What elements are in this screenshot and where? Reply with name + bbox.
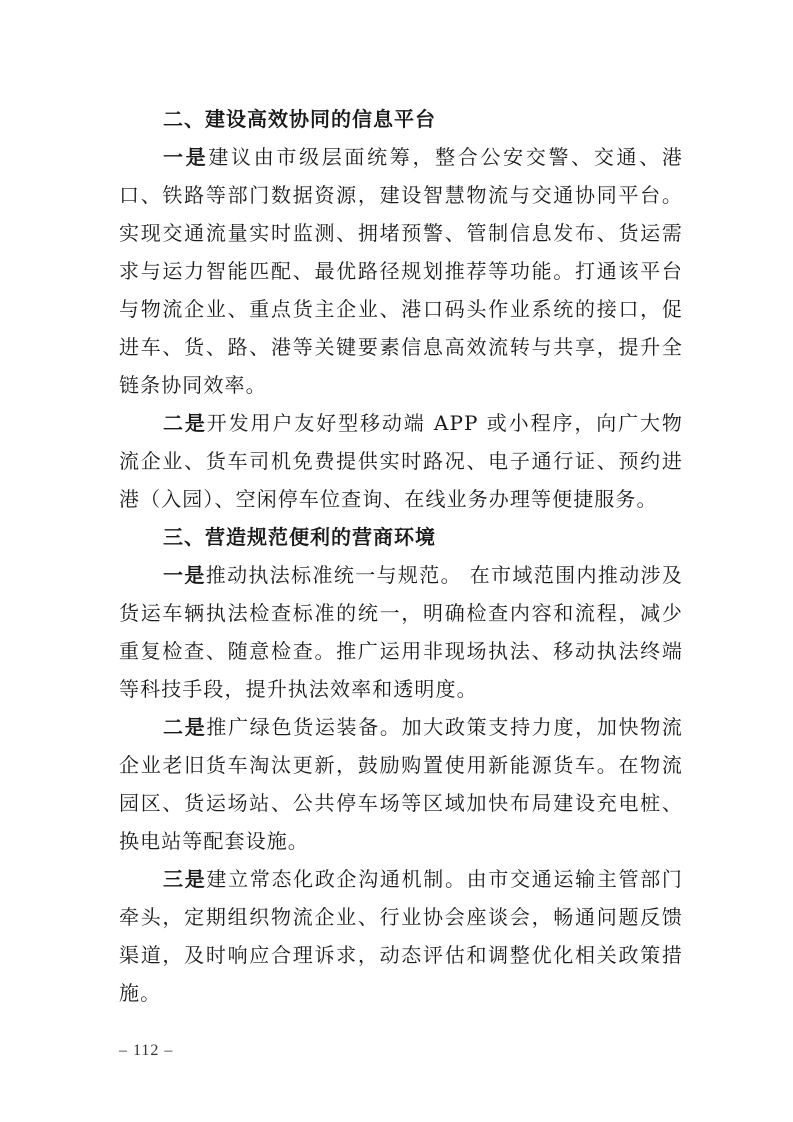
paragraph-text: 推动执法标准统一与规范。 在市域范围内推动涉及货运车辆执法检查标准的统一，明确检查内容和流程，减少重复检查、随意检查。推广运用非现场执法、移动执法终端等科技手段，提升执法效率和透明度。 (119, 563, 683, 701)
paragraph-business-environment-3 (119, 860, 683, 1012)
paragraph-text: 推广绿色货运装备。加大政策支持力度，加快物流企业老旧货车淘汰更新，鼓励购置使用新能源货车。在物流园区、货运场站、公共停车场等区域加快布局建设充电桩、换电站等配套设施。 (119, 715, 684, 853)
page-number: – 112 – (119, 1042, 174, 1059)
paragraph-lead: 二是 (163, 411, 207, 435)
paragraph-info-platform-2 (119, 404, 683, 518)
paragraph-info-platform-1 (119, 138, 683, 404)
paragraph-lead: 一是 (163, 145, 209, 169)
section-heading-info-platform: 二、建设高效协同的信息平台 (163, 107, 436, 131)
document-body (119, 100, 683, 1012)
paragraph-text: 建议由市级层面统筹，整合公安交警、交通、港口、铁路等部门数据资源，建设智慧物流与交通协同平台。实现交通流量实时监测、拥堵预警、管制信息发布、货运需求与运力智能匹配、最优路径规划推荐等功能。打通该平台与物流企业、重点货主企业、港口码头作业系统的接口，促进车、货、路、港等关键要素信息高效流转与共享，提升全链条协同效率。 (119, 145, 683, 397)
paragraph-text: 开发用户友好型移动端 APP 或小程序，向广大物流企业、货车司机免费提供实时路况、电子通行证、预约进港（入园）、空闲停车位查询、在线业务办理等便捷服务。 (119, 411, 683, 511)
section-heading-business-environment: 三、营造规范便利的营商环境 (163, 525, 436, 549)
paragraph-business-environment-2 (119, 708, 683, 860)
paragraph-lead: 一是 (163, 563, 206, 587)
paragraph-lead: 三是 (163, 867, 207, 891)
paragraph-text: 建立常态化政企沟通机制。由市交通运输主管部门牵头，定期组织物流企业、行业协会座谈会，畅通问题反馈渠道，及时响应合理诉求，动态评估和调整优化相关政策措施。 (119, 867, 684, 1005)
paragraph-business-environment-1 (119, 556, 683, 708)
paragraph-lead: 二是 (163, 715, 207, 739)
